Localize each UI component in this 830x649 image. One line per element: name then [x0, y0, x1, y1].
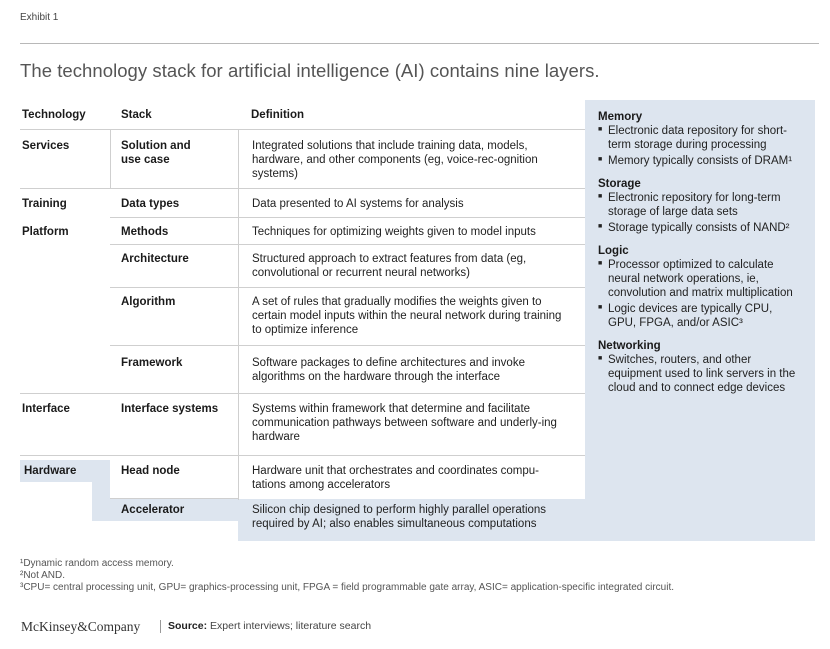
stack-architecture: Architecture — [121, 253, 189, 265]
definition-column-rule — [238, 130, 239, 500]
technology-interface: Interface — [22, 403, 70, 415]
stack-framework: Framework — [121, 357, 183, 369]
definition-methods: Techniques for optimizing weights given to model inputs — [252, 226, 536, 238]
networking-heading: Networking — [598, 340, 661, 352]
footnote-2: ²Not AND. — [20, 570, 66, 581]
definition-solution: Integrated solutions that include training data, models, hardware, and other components (eg, voice-rec-ognition systems) — [252, 140, 538, 180]
technology-training: Training — [22, 198, 67, 210]
storage-item: ■ Storage typically consists of NAND² — [598, 221, 803, 235]
stack-algorithm: Algorithm — [121, 296, 176, 308]
row-rule — [20, 188, 585, 189]
stack-column-rule — [110, 130, 111, 188]
memory-heading: Memory — [598, 111, 643, 123]
logic-heading: Logic — [598, 245, 629, 257]
stack-methods: Methods — [121, 226, 169, 238]
stack-interface-systems: Interface systems — [121, 403, 219, 415]
memory-list — [598, 124, 803, 168]
footnote-1: ¹Dynamic random access memory. — [20, 558, 174, 569]
row-rule — [20, 393, 585, 394]
mckinsey-logo: McKinsey&Company — [21, 619, 141, 634]
storage-heading: Storage — [598, 178, 641, 190]
networking-item: ■ Switches, routers, and other equipment used to link servers in the cloud and to connect edge devices — [598, 353, 803, 395]
definition-head-node: Hardware unit that orchestrates and coordinates compu-tations among accelerators — [252, 465, 540, 491]
storage-section — [598, 177, 803, 235]
exhibit-label: Exhibit 1 — [20, 12, 59, 23]
source-label: Source: — [168, 620, 208, 632]
row-rule — [20, 455, 585, 456]
logic-section — [598, 244, 803, 330]
definition-algorithm: A set of rules that gradually modifies the weights given to certain model inputs within the neural network during training to optimize inference — [252, 296, 562, 336]
logic-item: ■ Logic devices are typically CPU, GPU, FPGA, and/or ASIC³ — [598, 302, 803, 330]
page-title: The technology stack for artificial intelligence (AI) contains nine layers. — [20, 60, 600, 81]
header-definition: Definition — [251, 109, 305, 121]
storage-item: ■ Electronic repository for long-term storage of large data sets — [598, 191, 803, 219]
logic-item: ■ Processor optimized to calculate neural network operations, ie, convolution and matrix multiplication — [598, 258, 803, 300]
footnote-3: ³CPU= central processing unit, GPU= graphics-processing unit, FPGA = field programmable gate array, ASIC= application-specific integrated circuit. — [20, 582, 675, 593]
source-note — [168, 620, 371, 632]
header-rule — [20, 129, 585, 130]
row-rule — [110, 498, 238, 499]
memory-item: ■ Memory typically consists of DRAM¹ — [598, 154, 803, 168]
storage-list — [598, 191, 803, 235]
row-rule — [110, 287, 585, 288]
header-stack: Stack — [121, 109, 152, 121]
row-rule — [110, 345, 585, 346]
stack-data-types: Data types — [121, 198, 180, 210]
top-divider — [20, 43, 819, 44]
definition-architecture: Structured approach to extract features from data (eg, convolutional or recurrent neural networks) — [252, 253, 527, 279]
hardware-detail-panel — [585, 100, 815, 541]
memory-section — [598, 110, 803, 168]
technology-services: Services — [22, 140, 70, 152]
networking-list — [598, 353, 803, 395]
row-rule — [110, 244, 585, 245]
logic-list — [598, 258, 803, 330]
definition-interface-systems: Systems within framework that determine and facilitate communication pathways between software and underly-ing hardware — [252, 403, 557, 443]
row-rule — [110, 217, 585, 218]
footer-separator — [160, 620, 161, 633]
networking-section — [598, 339, 803, 395]
stack-accelerator: Accelerator — [121, 504, 185, 516]
definition-data-types: Data presented to AI systems for analysis — [252, 198, 464, 210]
source-text: Expert interviews; literature search — [207, 620, 372, 632]
header-technology: Technology — [22, 109, 86, 121]
hardware-stack-highlight — [92, 460, 110, 521]
definition-framework: Software packages to define architectures and invoke algorithms on the hardware through the interface — [252, 357, 525, 383]
stack-head-node: Head node — [121, 465, 180, 477]
definition-accelerator: Silicon chip designed to perform highly parallel operations required by AI; also enables simultaneous computations — [252, 504, 547, 530]
stack-solution: Solution and use case — [121, 140, 191, 166]
technology-hardware: Hardware — [24, 465, 77, 477]
technology-platform: Platform — [22, 226, 69, 238]
memory-item: ■ Electronic data repository for short-term storage during processing — [598, 124, 803, 152]
